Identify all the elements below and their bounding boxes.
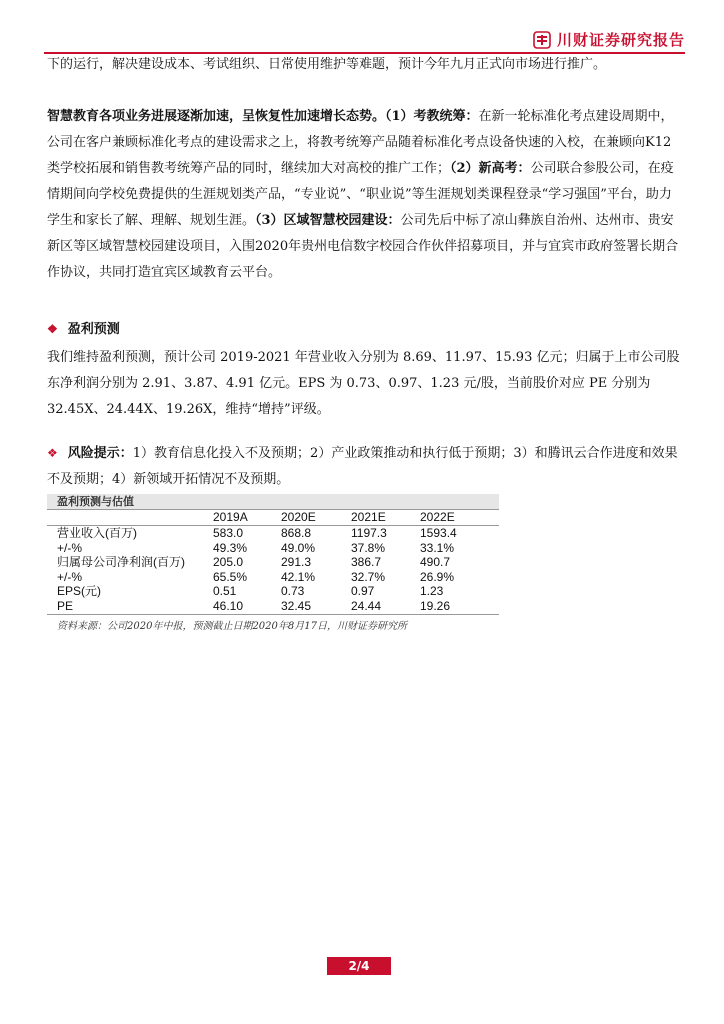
table-cell: 49.0% bbox=[281, 540, 316, 555]
table-cell: 0.73 bbox=[281, 584, 305, 598]
table-header-row bbox=[47, 509, 499, 526]
table-row bbox=[47, 555, 499, 570]
page-number: 2/4 bbox=[327, 957, 391, 975]
diamond-bullet-icon: ❖ bbox=[47, 322, 58, 336]
risk-heading: 风险提示： bbox=[67, 446, 133, 461]
section-title: 盈利预测 bbox=[67, 322, 120, 337]
forecast-table bbox=[47, 494, 499, 632]
table-header-cell: 2019A bbox=[213, 510, 248, 524]
brand-logo-icon bbox=[533, 31, 551, 49]
table-row-label: PE bbox=[57, 598, 74, 613]
table-cell: 1197.3 bbox=[351, 526, 387, 540]
paragraph-forecast: 我们维持盈利预测，预计公司 2019-2021 年营业收入分别为 8.69、11.97、15.93 亿元；归属于上市公司股东净利润分别为 2.91、3.87、4.91 亿元。EPS 为 0.73、0.97、1.23 元/股，当前股价对应 PE 分别为 32.45X、24.44X、19.26X，维持“增持”评级。 bbox=[47, 350, 680, 417]
table-cell: 33.1% bbox=[420, 540, 455, 555]
table-header-cell: 2020E bbox=[281, 510, 316, 524]
table-cell: 1.23 bbox=[420, 584, 444, 598]
table-cell: 0.51 bbox=[213, 584, 237, 598]
table-row bbox=[47, 599, 499, 614]
business-text-2: 公司联合参股公司，在疫情期间向学校免费提供的生涯规划类产品，“专业说”、“职业说”等生涯规划类课程登录“学习强国”平台，助力学生和家长了解、理解、规划生涯。 bbox=[47, 161, 674, 228]
page-header bbox=[44, 26, 685, 54]
table-cell: 490.7 bbox=[420, 555, 451, 569]
table-title: 盈利预测与估值 bbox=[47, 494, 499, 509]
section-heading-forecast bbox=[47, 318, 120, 337]
table-row-label: +/-% bbox=[57, 569, 83, 584]
table-cell: 24.44 bbox=[351, 598, 382, 613]
table-cell: 26.9% bbox=[420, 569, 455, 584]
paragraph-business bbox=[47, 104, 680, 286]
table-cell: 0.97 bbox=[351, 584, 375, 598]
business-heading: 智慧教育各项业务进展逐渐加速，呈恢复性加速增长态势。（1）考教统筹： bbox=[47, 109, 479, 124]
table-cell: 32.45 bbox=[281, 598, 312, 613]
table-cell: 868.8 bbox=[281, 526, 312, 540]
table-cell: 205.0 bbox=[213, 555, 244, 569]
business-heading-3: （3）区域智慧校园建设： bbox=[255, 213, 401, 228]
table-row bbox=[47, 526, 499, 541]
risk-text: 1）教育信息化投入不及预期；2）产业政策推动和执行低于预期；3）和腾讯云合作进度和效果不及预期；4）新领域开拓情况不及预期。 bbox=[47, 446, 678, 487]
brand-name: 川财证券研究报告 bbox=[556, 31, 685, 49]
table-cell: 583.0 bbox=[213, 526, 244, 540]
table-header-cell: 2022E bbox=[420, 510, 455, 524]
table-cell: 1593.4 bbox=[420, 526, 457, 540]
table-row bbox=[47, 584, 499, 599]
table-source-note: 资料来源：公司2020年中报，预测截止日期2020年8月17日，川财证券研究所 bbox=[57, 621, 407, 632]
business-heading-2: （2）新高考： bbox=[450, 161, 531, 176]
table-cell: 291.3 bbox=[281, 555, 312, 569]
business-text-1: 在新一轮标准化考点建设周期中，公司在客户兼顾标准化考点的建设需求之上，将教考统筹产品随着标准化考点设备快速的入校，在兼顾向K12类学校拓展和销售教考统筹产品的同时，继续加大对高校的推广工作； bbox=[47, 109, 674, 176]
table-row bbox=[47, 541, 499, 556]
diamond-bullet-icon: ❖ bbox=[47, 446, 58, 460]
table-row-label: +/-% bbox=[57, 540, 83, 555]
table-cell: 65.5% bbox=[213, 569, 248, 584]
table-cell: 49.3% bbox=[213, 540, 248, 555]
table-row bbox=[47, 570, 499, 585]
table-row-label: 营业收入(百万) bbox=[57, 526, 137, 540]
table-row-label: EPS(元) bbox=[57, 584, 102, 598]
table-cell: 32.7% bbox=[351, 569, 386, 584]
table-header-cell: 2021E bbox=[351, 510, 386, 524]
table-bottom-rule bbox=[47, 614, 499, 615]
table-cell: 386.7 bbox=[351, 555, 382, 569]
table-cell: 37.8% bbox=[351, 540, 386, 555]
table-cell: 42.1% bbox=[281, 569, 316, 584]
table-cell: 46.10 bbox=[213, 598, 244, 613]
paragraph-risk bbox=[47, 440, 680, 493]
table-cell: 19.26 bbox=[420, 598, 451, 613]
business-text-3: 公司先后中标了凉山彝族自治州、达州市、贵安新区等区域智慧校园建设项目，入围2020年贵州电信数字校园合作伙伴招募项目，并与宜宾市政府签署长期合作协议，共同打造宜宾区域教育云平台。 bbox=[47, 213, 679, 280]
brand-logo bbox=[533, 29, 685, 50]
table-row-label: 归属母公司净利润(百万) bbox=[57, 555, 185, 569]
paragraph-intro: 下的运行，解决建设成本、考试组织、日常使用维护等难题，预计今年九月正式向市场进行推广。 bbox=[47, 57, 607, 72]
